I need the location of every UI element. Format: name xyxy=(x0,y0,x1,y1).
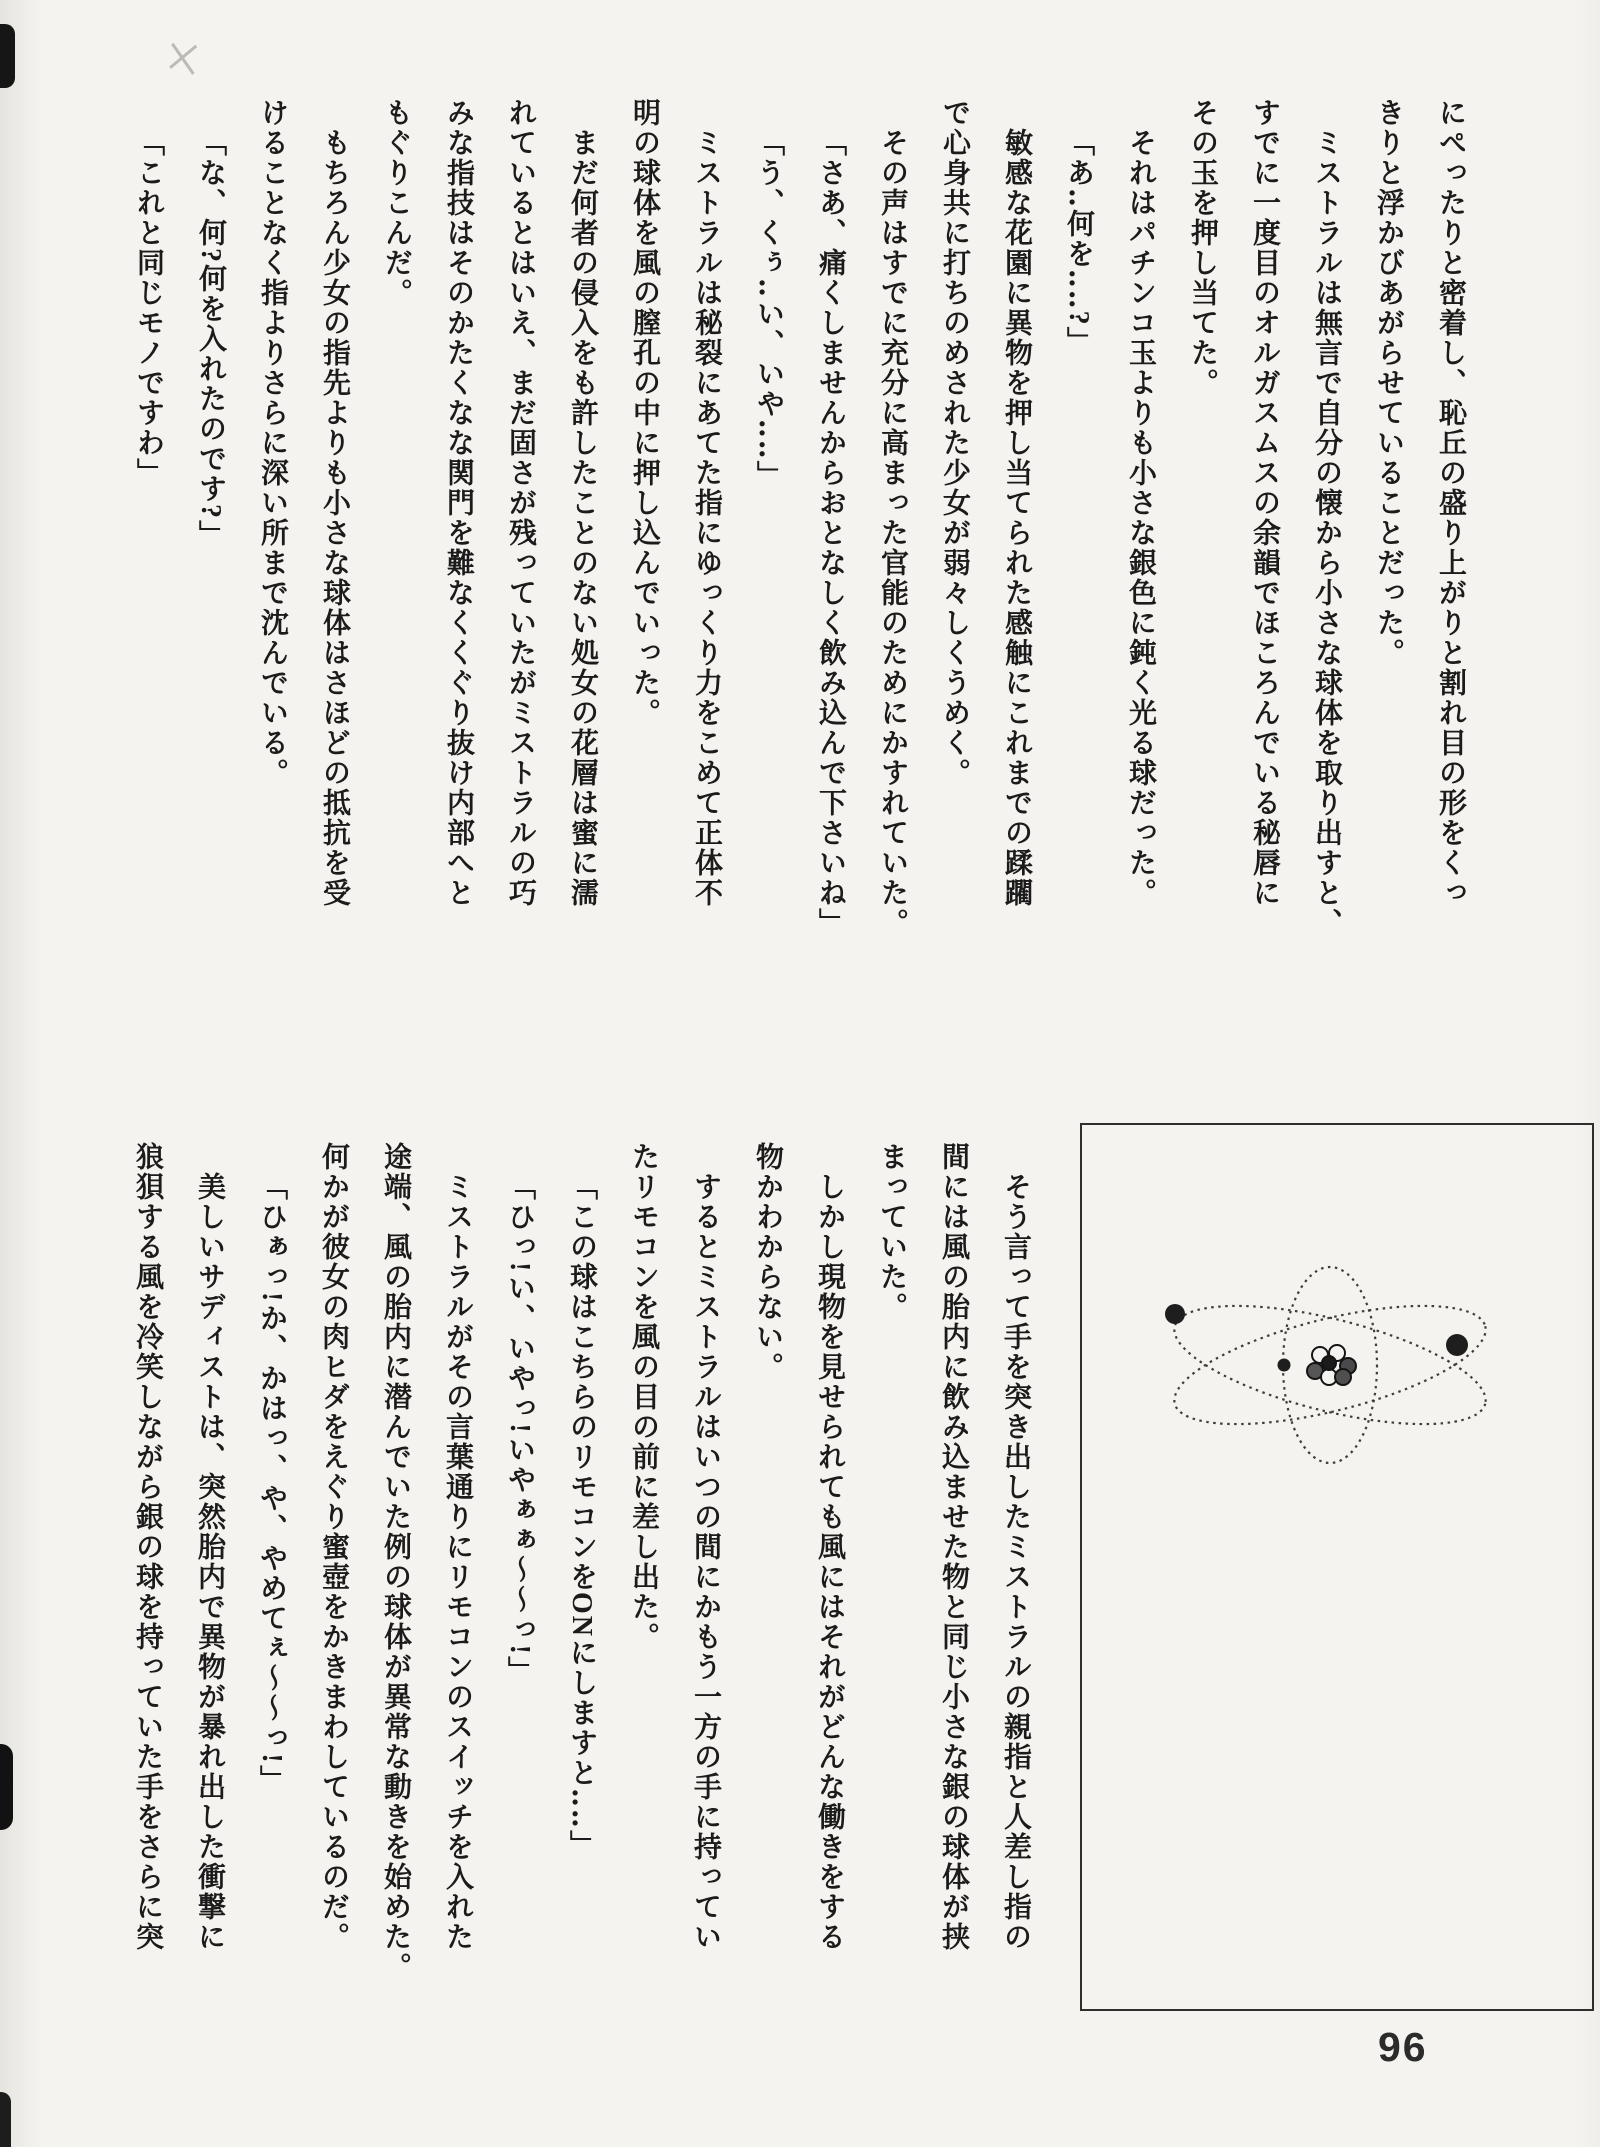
text-column: そう言って手を突き出したミストラルの親指と人差し指の xyxy=(1000,1172,1031,1952)
text-column: するとミストラルはいつの間にかもう一方の手に持ってい xyxy=(690,1172,721,1952)
text-column: 「な、何?何を入れたのです?」 xyxy=(195,128,226,550)
text-column: まだ何者の侵入をも許したことのない処女の花層は蜜に濡 xyxy=(567,128,598,908)
text-column: 敏感な花園に異物を押し当てられた感触にこれまでの蹂躙 xyxy=(1001,128,1032,908)
atom-illustration xyxy=(1082,1125,1592,2009)
text-column: 美しいサディストは、突然胎内で異物が暴れ出した衝撃に xyxy=(194,1172,225,1952)
text-column: 狼狽する風を冷笑しながら銀の球を持っていた手をさらに突 xyxy=(132,1142,163,1952)
text-column: 途端、風の胎内に潜んでいた例の球体が異常な動きを始めた。 xyxy=(380,1142,411,1982)
text-column: それはパチンコ玉よりも小さな銀色に鈍く光る球だった。 xyxy=(1125,128,1156,908)
scan-artifact-left-middle xyxy=(0,1744,13,1830)
text-column: しかし現物を見せられても風にはそれがどんな働きをする xyxy=(814,1172,845,1952)
text-column: 明の球体を風の膣孔の中に押し込んでいった。 xyxy=(629,98,660,728)
text-block-top xyxy=(117,98,1481,950)
text-column: 「これと同じモノですわ」 xyxy=(133,128,164,488)
text-column: きりと浮かびあがらせていることだった。 xyxy=(1373,98,1404,668)
text-column: 「あ‥何を‥‥?」 xyxy=(1063,128,1094,357)
scan-artifact-left-top xyxy=(0,24,15,88)
text-column: ミストラルは秘裂にあてた指にゆっくり力をこめて正体不 xyxy=(691,128,722,908)
text-column: 「さあ、痛くしませんからおとなしく飲み込んで下さいね」 xyxy=(815,128,846,938)
text-column: で心身共に打ちのめされた少女が弱々しくうめく。 xyxy=(939,98,970,788)
text-column: 「この球はこちらのリモコンをONにしますと‥‥」 xyxy=(566,1172,597,1860)
text-column: まっていた。 xyxy=(876,1142,907,1322)
pencil-cross-mark xyxy=(161,35,207,81)
figure-box xyxy=(1080,1123,1594,2011)
text-column: すでに一度目のオルガスムスの余韻でほころんでいる秘唇に xyxy=(1249,98,1280,908)
text-column: 物かわからない。 xyxy=(752,1142,783,1382)
text-block-bottom xyxy=(116,1142,1046,2000)
text-column: 「う、くぅ‥い、いや‥‥」 xyxy=(753,128,784,491)
text-column: みな指技はそのかたくなな関門を難なくくぐり抜け内部へと xyxy=(443,98,474,908)
text-column: 何かが彼女の肉ヒダをえぐり蜜壺をかきまわしているのだ。 xyxy=(318,1142,349,1952)
text-column: れているとはいえ、まだ固さが残っていたがミストラルの巧 xyxy=(505,98,536,908)
text-column: ミストラルがその言葉通りにリモコンのスイッチを入れた xyxy=(442,1172,473,1952)
text-column: 間には風の胎内に飲み込ませた物と同じ小さな銀の球体が挟 xyxy=(938,1142,969,1952)
text-column: その声はすでに充分に高まった官能のためにかすれていた。 xyxy=(877,128,908,938)
text-column: もぐりこんだ。 xyxy=(381,98,412,308)
page-number: 96 xyxy=(1378,2024,1428,2070)
text-column: ミストラルは無言で自分の懐から小さな球体を取り出すと、 xyxy=(1311,128,1342,938)
text-column: 「ひっ!い、いやっ!いやぁぁ〜〜っ!」 xyxy=(504,1172,535,1686)
text-column: にぺったりと密着し、恥丘の盛り上がりと割れ目の形をくっ xyxy=(1435,98,1466,908)
text-column: その玉を押し当てた。 xyxy=(1187,98,1218,398)
scan-artifact-left-bottom xyxy=(0,2092,11,2147)
text-column: 「ひぁっ!か、かはっ、や、やめてぇ〜〜っ!」 xyxy=(256,1172,287,1795)
text-column: もちろん少女の指先よりも小さな球体はさほどの抵抗を受 xyxy=(319,128,350,908)
nucleus xyxy=(1307,1345,1356,1385)
text-column: けることなく指よりさらに深い所まで沈んでいる。 xyxy=(257,98,288,788)
text-column: たリモコンを風の目の前に差し出た。 xyxy=(628,1142,659,1652)
